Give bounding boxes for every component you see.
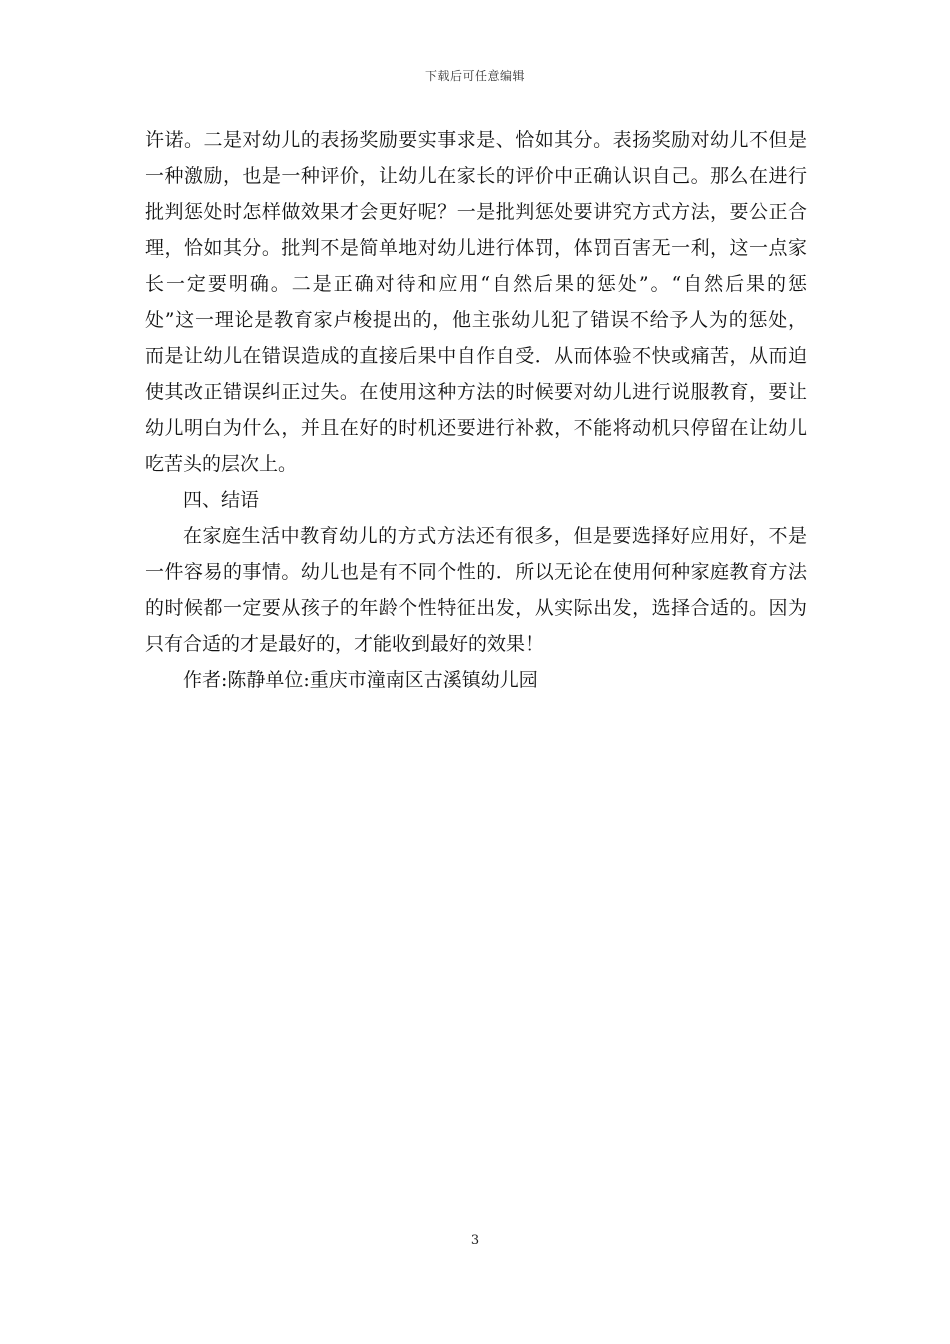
- text-line: 只有合适的才是最好的，才能收到最好的效果！: [145, 633, 545, 655]
- text-line: 吃苦头的层次上。: [145, 453, 298, 475]
- text-line: 幼儿明白为什么，并且在好的时机还要进行补救，不能将动机只停留在让幼儿: [145, 417, 807, 439]
- text-line: 许诺。二是对幼儿的表扬奖励要实事求是、恰如其分。表扬奖励对幼儿不但是: [145, 129, 807, 151]
- text-line: 在家庭生活中教育幼儿的方式方法还有很多，但是要选择好应用好，不是: [183, 525, 807, 547]
- text-line: 处”这一理论是教育家卢梭提出的，他主张幼儿犯了错误不给予人为的惩处，: [145, 309, 807, 331]
- text-line: 长一定要明确。二是正确对待和应用“自然后果的惩处”。“自然后果的惩: [145, 273, 807, 295]
- text-line: 一件容易的事情。幼儿也是有不同个性的．所以无论在使用何种家庭教育方法: [145, 561, 807, 583]
- text-line: 而是让幼儿在错误造成的直接后果中自作自受．从而体验不快或痛苦，从而迫: [145, 345, 807, 367]
- text-line: 理，恰如其分。批判不是简单地对幼儿进行体罚，体罚百害无一利，这一点家: [145, 237, 807, 259]
- page-header: 下载后可任意编辑: [424, 69, 525, 83]
- author-line: 作者:陈静单位:重庆市潼南区古溪镇幼儿园: [183, 669, 538, 691]
- text-line: 一种激励，也是一种评价，让幼儿在家长的评价中正确认识自己。那么在进行: [145, 165, 807, 187]
- body-text: [145, 122, 807, 698]
- text-line: 批判惩处时怎样做效果才会更好呢？一是批判惩处要讲究方式方法，要公正合: [145, 201, 807, 223]
- section-heading: 四、结语: [183, 489, 260, 511]
- page-number: 3: [470, 1233, 480, 1248]
- text-line: 使其改正错误纠正过失。在使用这种方法的时候要对幼儿进行说服教育，要让: [145, 381, 807, 403]
- text-line: 的时候都一定要从孩子的年龄个性特征出发，从实际出发，选择合适的。因为: [145, 597, 807, 619]
